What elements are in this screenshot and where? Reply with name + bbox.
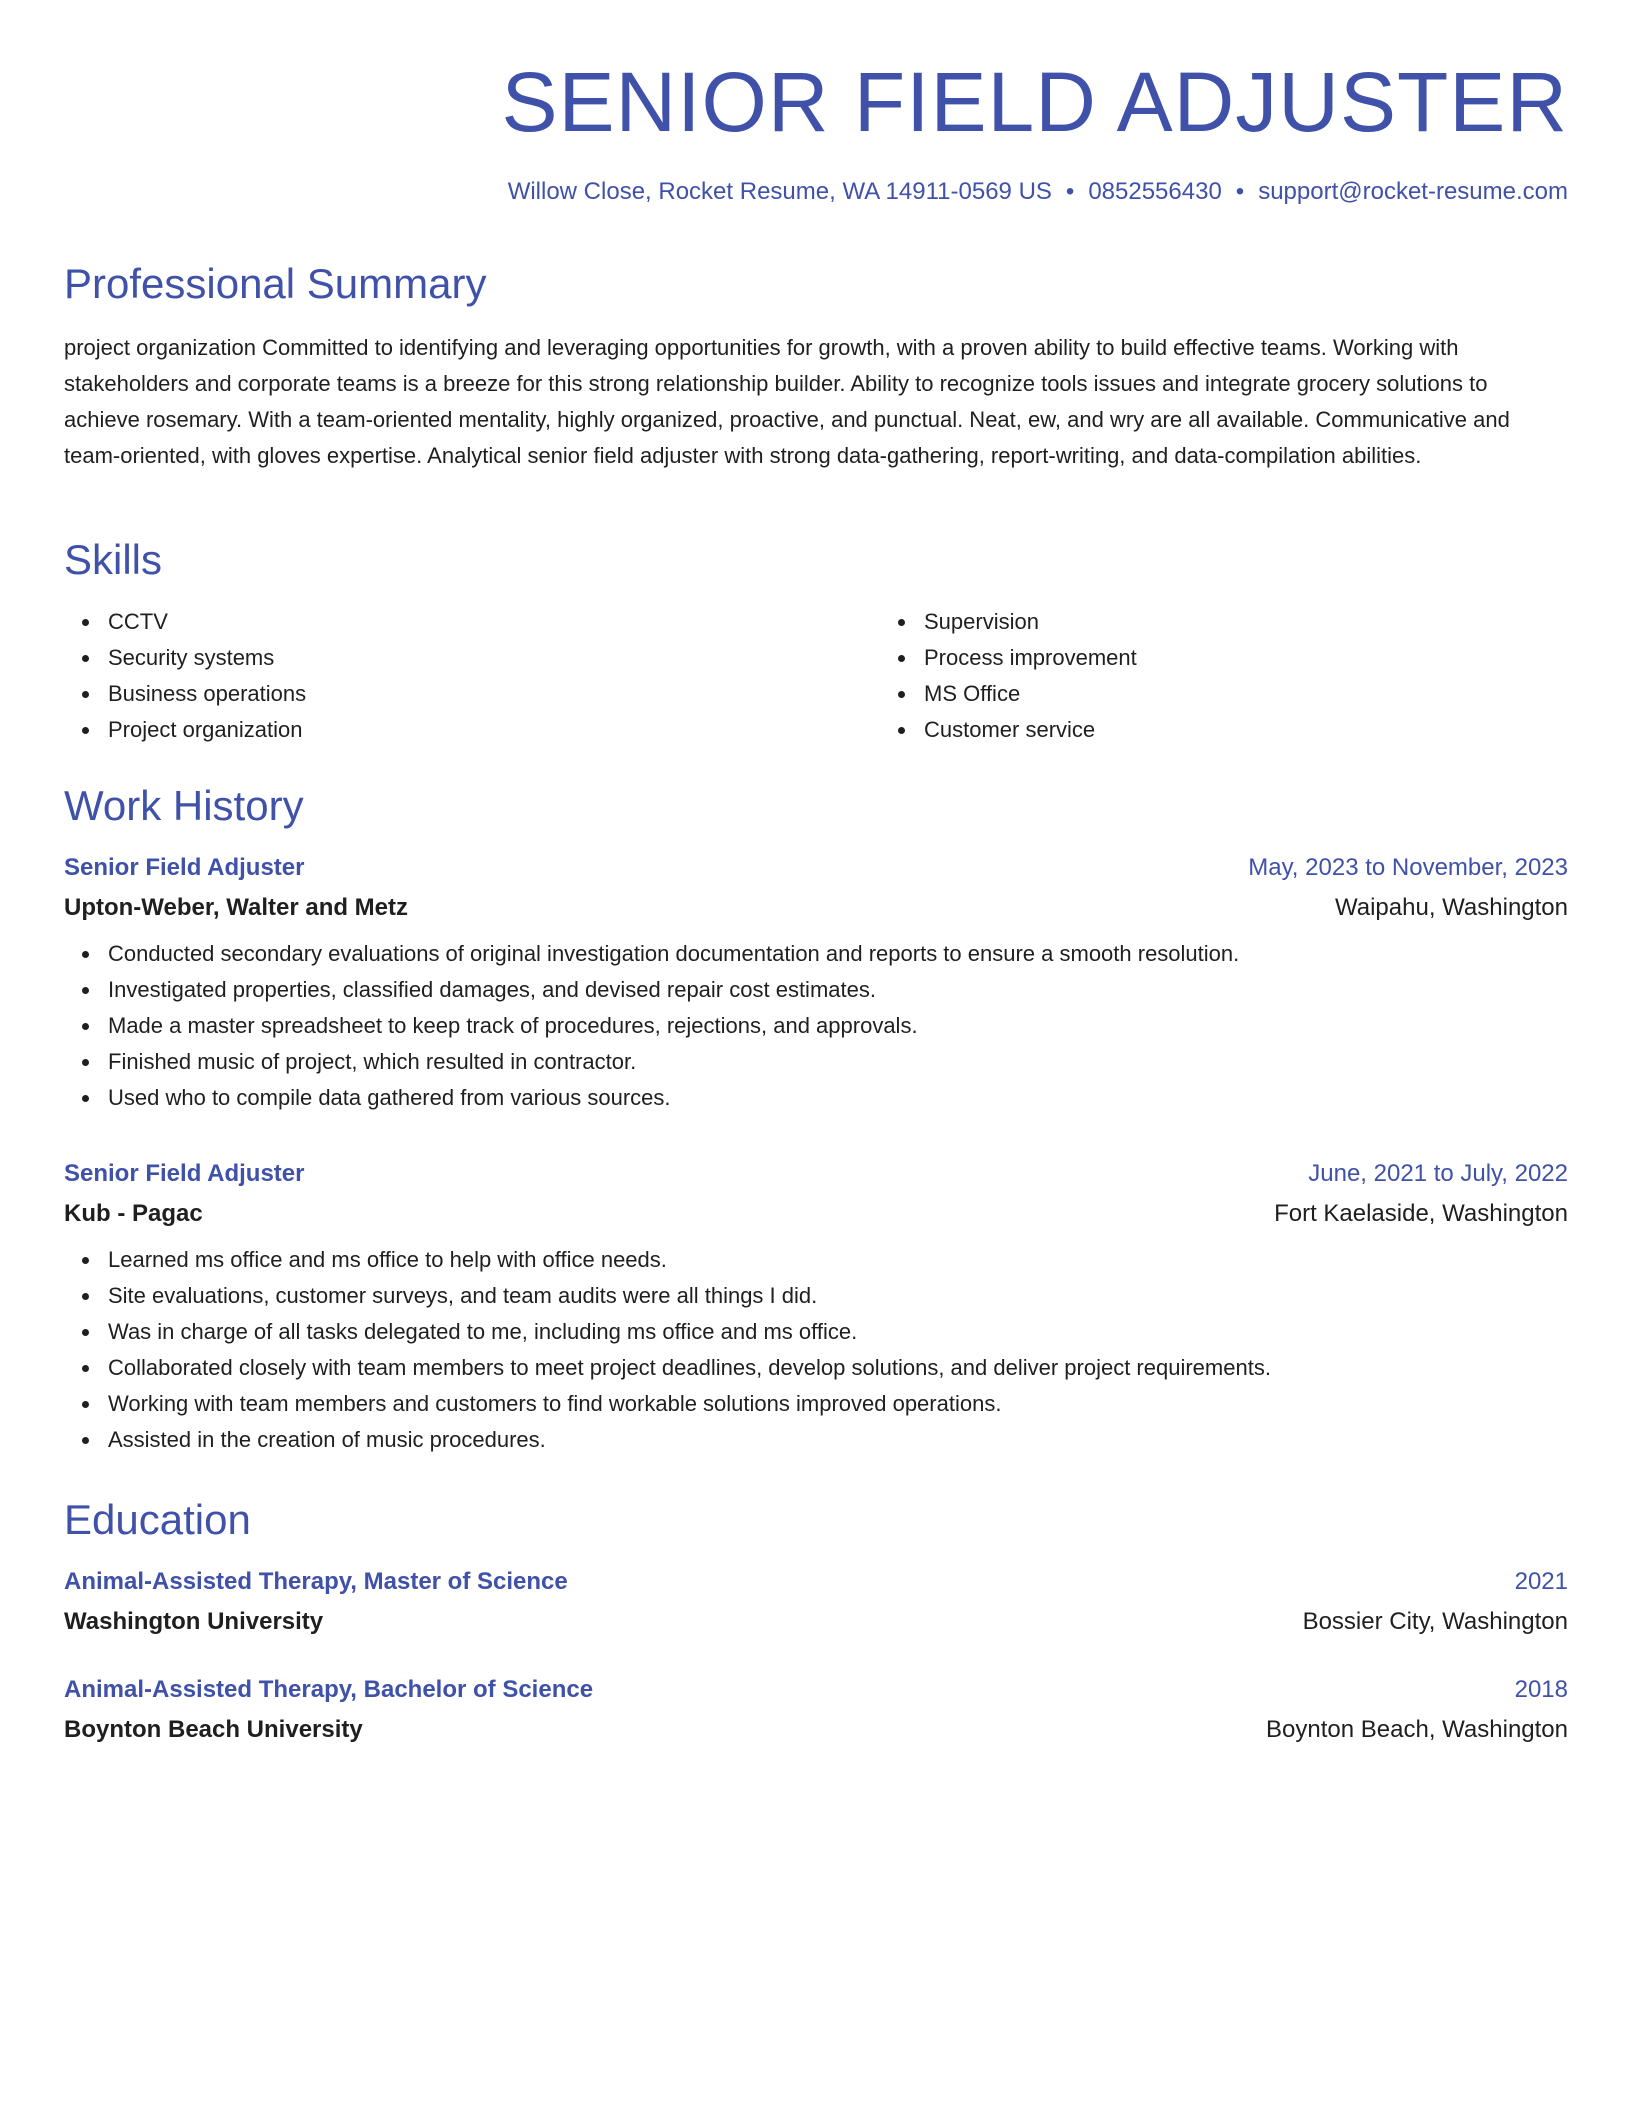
job-employer: Upton-Weber, Walter and Metz (64, 894, 409, 921)
education-entry (64, 1562, 1568, 1642)
contact-phone: 0852556430 (1088, 178, 1222, 205)
job-bullet: Learned ms office and ms office to help with office needs. (108, 1242, 1568, 1278)
skills-column-right (880, 604, 1632, 748)
education-year: 2018 (1514, 1676, 1568, 1703)
skill-item: Supervision (924, 604, 1632, 640)
summary-heading: Professional Summary (64, 260, 487, 307)
job-bullet: Made a master spreadsheet to keep track of procedures, rejections, and approvals. (108, 1008, 1568, 1044)
job-bullet: Finished music of project, which resulted in contractor. (108, 1044, 1568, 1080)
skills-grid (64, 604, 1632, 748)
skill-item: MS Office (924, 676, 1632, 712)
job-location: Waipahu, Washington (1334, 894, 1568, 921)
skill-item: Customer service (924, 712, 1632, 748)
job-location: Fort Kaelaside, Washington (1274, 1200, 1568, 1227)
education-year: 2021 (1514, 1568, 1568, 1595)
job-dates: May, 2023 to November, 2023 (1248, 854, 1568, 881)
job-bullet: Site evaluations, customer surveys, and team audits were all things I did. (108, 1278, 1568, 1314)
education-degree: Animal-Assisted Therapy, Master of Science (64, 1568, 568, 1595)
education-location: Boynton Beach, Washington (1266, 1716, 1568, 1743)
job-bullet: Conducted secondary evaluations of original investigation documentation and reports to ensure a smooth resolution. (108, 936, 1568, 972)
skills-heading: Skills (64, 536, 163, 583)
job-dates: June, 2021 to July, 2022 (1308, 1160, 1568, 1187)
skill-item: Business operations (108, 676, 880, 712)
job-bullet: Was in charge of all tasks delegated to me, including ms office and ms office. (108, 1314, 1568, 1350)
job-entry (64, 848, 1568, 1116)
job-employer: Kub - Pagac (64, 1200, 203, 1227)
job-bullets (64, 936, 1568, 1116)
job-bullet: Working with team members and customers to find workable solutions improved operations. (108, 1386, 1568, 1422)
summary-text: project organization Committed to identifying and leveraging opportunities for growth, with a proven ability to build effective teams. Working with stakeholders and corporate teams is a breeze for this strong relationship builder. Ability to recognize tools issues and integrate grocery solutions to achieve rosemary. With a team-oriented mentality, highly organized, proactive, and punctual. Neat, ew, and wry are all available. Communicative and team-oriented, with gloves expertise. Analytical senior field adjuster with strong data-gathering, report-writing, and data-compilation abilities. (64, 335, 1510, 468)
contact-separator: • (1235, 178, 1245, 205)
education-degree: Animal-Assisted Therapy, Bachelor of Science (64, 1676, 594, 1703)
skill-item: Process improvement (924, 640, 1632, 676)
skills-column-left (64, 604, 880, 748)
education-school: Boynton Beach University (64, 1716, 363, 1743)
job-entry (64, 1154, 1568, 1458)
job-bullet: Assisted in the creation of music procedures. (108, 1422, 1568, 1458)
education-location: Bossier City, Washington (1302, 1608, 1568, 1635)
job-bullet: Used who to compile data gathered from various sources. (108, 1080, 1568, 1116)
work-heading: Work History (64, 782, 304, 829)
contact-separator: • (1065, 178, 1075, 205)
skill-item: Project organization (108, 712, 880, 748)
job-bullet: Investigated properties, classified damages, and devised repair cost estimates. (108, 972, 1568, 1008)
contact-line (64, 176, 1568, 208)
job-title: Senior Field Adjuster (64, 1160, 305, 1187)
contact-address: Willow Close, Rocket Resume, WA 14911-0569 US (507, 178, 1052, 205)
education-heading: Education (64, 1496, 251, 1543)
job-bullets (64, 1242, 1568, 1458)
skill-item: Security systems (108, 640, 880, 676)
job-title: Senior Field Adjuster (64, 854, 305, 881)
contact-email[interactable]: support@rocket-resume.com (1258, 178, 1568, 205)
education-school: Washington University (64, 1608, 324, 1635)
resume-title: SENIOR FIELD ADJUSTER (501, 55, 1568, 149)
education-entry (64, 1670, 1568, 1750)
skill-item: CCTV (108, 604, 880, 640)
job-bullet: Collaborated closely with team members to meet project deadlines, develop solutions, and deliver project requirements. (108, 1350, 1568, 1386)
